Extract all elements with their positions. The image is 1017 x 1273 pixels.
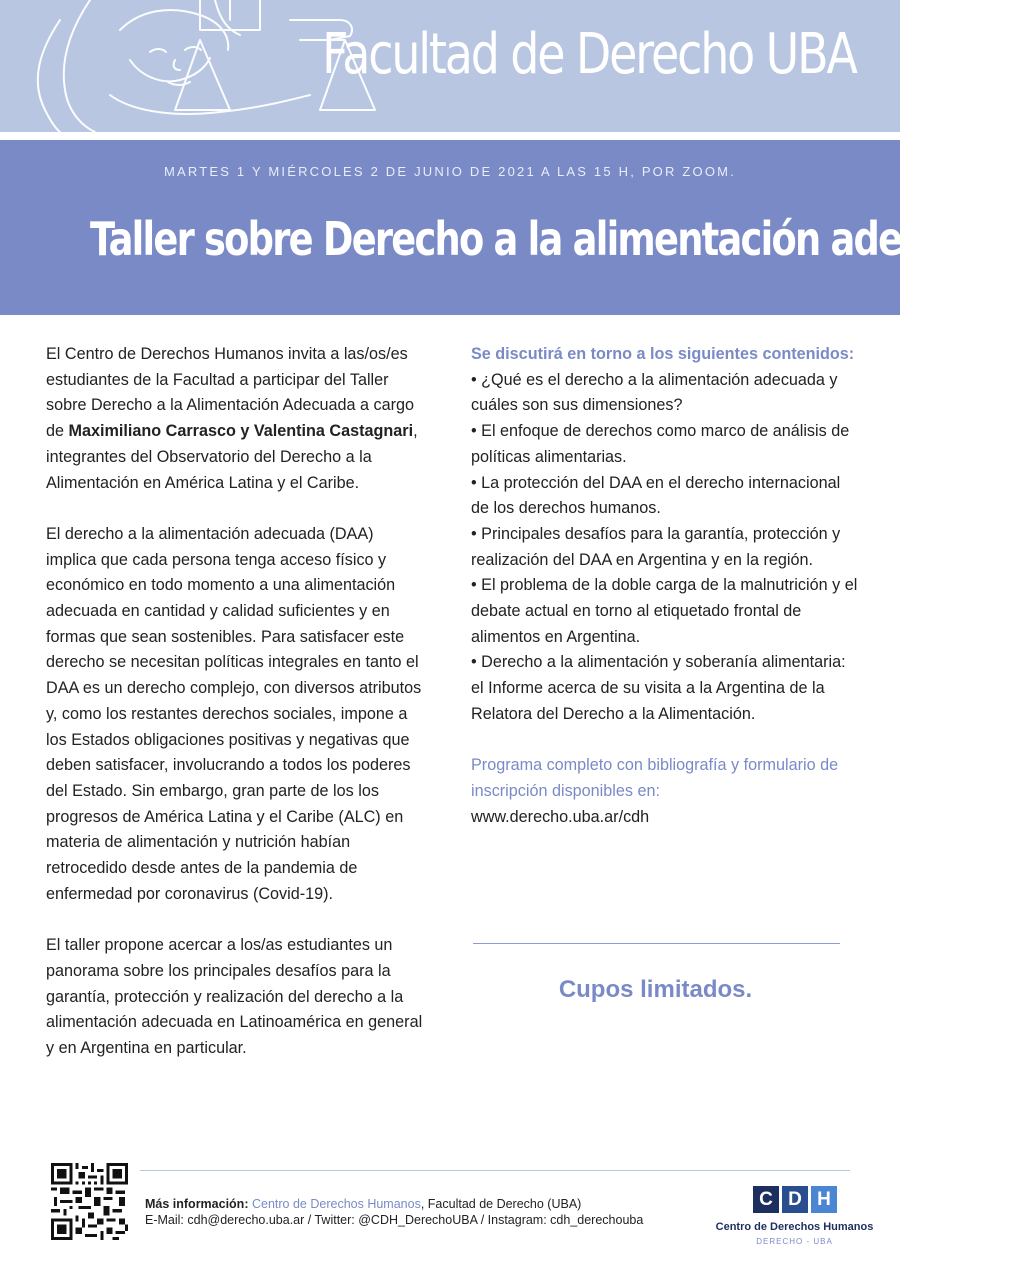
intro-text-start: El Centro de Derechos Humanos invita a las/os/es estudiantes de la Facultad a participar del Taller sobre Derecho a la Alimentación Adecuada a cargo de — [46, 345, 415, 441]
event-title: Taller sobre Derecho a la alimentación adecuada — [90, 212, 1017, 266]
intro-paragraph-1 — [46, 342, 426, 496]
footer-label: Más información: — [145, 1197, 249, 1211]
topic-item: • ¿Qué es el derecho a la alimentación adecuada y cuáles son sus dimensiones? — [471, 370, 838, 415]
logo-letter: D — [782, 1186, 808, 1213]
topic-item: • El problema de la doble carga de la malnutrición y el debate actual en torno al etiquetado frontal de alimentos en Argentina. — [471, 576, 858, 646]
topics-heading: Se discutirá en torno a los siguientes contenidos: — [471, 345, 855, 363]
footer-org-link[interactable]: Centro de Derechos Humanos — [251, 1197, 421, 1211]
intro-column — [46, 342, 426, 1087]
footer-contacts: E-Mail: cdh@derecho.uba.ar / Twitter: @CDH_DerechoUBA / Instagram: cdh_derechouba — [145, 1213, 644, 1227]
qr-code[interactable] — [51, 1163, 128, 1240]
logo-letter: H — [811, 1186, 837, 1213]
topic-item: • Principales desafíos para la garantía, protección y realización del DAA en Argentina y en la región. — [471, 524, 841, 569]
logo-letter: C — [753, 1186, 779, 1213]
cdh-logo — [712, 1183, 877, 1253]
intro-text-end: , integrantes del Observatorio del Derecho a la Alimentación en América Latina y el Caribe. — [46, 422, 418, 492]
cdh-logo-mark — [753, 1186, 837, 1213]
faculty-title: Facultad de Derecho UBA — [322, 22, 856, 87]
topic-item: • El enfoque de derechos como marco de análisis de políticas alimentarias. — [471, 422, 850, 466]
topic-item: • La protección del DAA en el derecho internacional de los derechos humanos. — [471, 473, 841, 518]
intro-paragraph-2: El derecho a la alimentación adecuada (DAA) implica que cada persona tenga acceso físico y económico en todo momento a una alimentación adecuada en cantidad y calidad suficientes y en formas que sean sostenibles. Para satisfacer este derecho se necesitan políticas integrales en tanto el DAA es un derecho complejo, con diversos atributos y, como los restantes derechos sociales, impone a los Estados obligaciones positivas y negativas que deben satisfacer, involucrando a todos los poderes del Estado. Sin embargo, gran parte de los los progresos de América Latina y el Caribe (ALC) en materia de alimentación y nutrición habían retrocedido desde antes de la pandemia de enfermedad por coronavirus (Covid-19). — [46, 524, 422, 903]
footer-line-1 — [145, 1196, 643, 1212]
header-band — [0, 0, 900, 132]
program-link[interactable]: www.derecho.uba.ar/cdh — [471, 807, 650, 826]
topic-item: • Derecho a la alimentación y soberanía alimentaria: el Informe acerca de su visita a la Argentina de la Relatora del Derecho a la Alimentación. — [471, 653, 846, 723]
logo-name: Centro de Derechos Humanos — [715, 1221, 874, 1233]
limited-seats-notice: Cupos limitados. — [558, 976, 753, 1003]
program-info: Programa completo con bibliografía y formulario de inscripción disponibles en: — [471, 756, 839, 800]
speakers-names: Maximiliano Carrasco y Valentina Castagnari — [68, 422, 414, 441]
footer-divider — [140, 1170, 850, 1171]
event-date: MARTES 1 Y MIÉRCOLES 2 DE JUNIO DE 2021 A LAS 15 H, POR ZOOM. — [163, 164, 737, 179]
topics-column — [471, 342, 861, 830]
footer-contact — [145, 1196, 643, 1228]
logo-subtitle: DERECHO - UBA — [756, 1237, 833, 1246]
section-divider — [473, 943, 840, 944]
intro-paragraph-3: El taller propone acercar a los/as estudiantes un panorama sobre los principales desafíos para la garantía, protección y realización del derecho a la alimentación adecuada en Latinoamérica en general y en Argentina en particular. — [46, 936, 423, 1057]
footer-org-suffix: , Facultad de Derecho (UBA) — [420, 1197, 582, 1211]
topics-list — [471, 368, 861, 728]
hero-banner — [0, 140, 1017, 315]
